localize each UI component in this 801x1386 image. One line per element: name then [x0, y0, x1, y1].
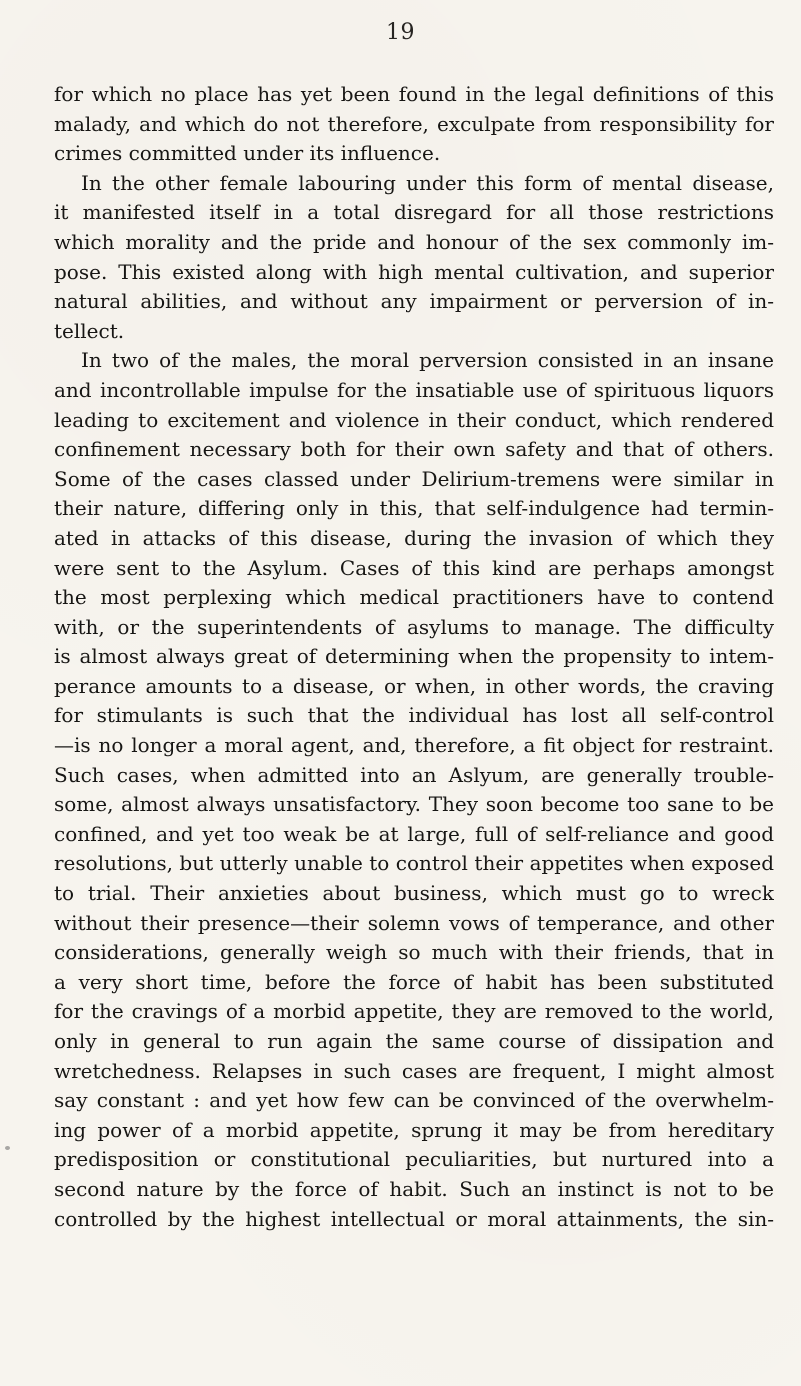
text-line: and incontrollable impulse for the insatiable use of spirituous liquors — [54, 377, 774, 402]
text-line: crimes committed under its influence. — [54, 141, 441, 166]
text-line: In two of the males, the moral perversion consisted in an insane — [81, 348, 774, 373]
text-line: second nature by the force of habit. Such an instinct is not to be — [54, 1176, 774, 1201]
text-line: only in general to run again the same course of dissipation and — [54, 1029, 774, 1053]
text-line: is almost always great of determining when the propensity to intem- — [54, 644, 774, 669]
text-line: confinement necessary both for their own safety and that of others. — [54, 437, 774, 462]
body-text — [54, 80, 774, 1234]
text-line: leading to excitement and violence in their conduct, which rendered — [54, 407, 774, 432]
text-line: tellect. — [54, 318, 125, 343]
text-line: some, almost always unsatisfactory. They soon become too sane to be — [54, 792, 774, 817]
text-line: Such cases, when admitted into an Aslyum, are generally trouble- — [54, 762, 774, 787]
text-line: were sent to the Asylum. Cases of this kind are perhaps amongst — [54, 555, 774, 580]
page-number: 19 — [386, 20, 415, 45]
text-line: ing power of a morbid appetite, sprung it may be from hereditary — [54, 1117, 774, 1142]
text-line: pose. This existed along with high mental cultivation, and superior — [54, 259, 774, 284]
text-line: considerations, generally weigh so much with their friends, that in — [54, 940, 774, 965]
text-line: ated in attacks of this disease, during the invasion of which they — [54, 525, 774, 550]
text-line: malady, and which do not therefore, exculpate from responsibility for — [54, 111, 774, 136]
text-line: to trial. Their anxieties about business, which must go to wreck — [54, 881, 774, 906]
text-line: which morality and the pride and honour of the sex commonly im- — [54, 229, 774, 254]
text-line: say constant : and yet how few can be convinced of the overwhelm- — [54, 1088, 774, 1113]
text-line: for the cravings of a morbid appetite, they are removed to the world, — [54, 999, 774, 1024]
text-line: controlled by the highest intellectual or moral attainments, the sin- — [54, 1206, 774, 1231]
text-line: wretchedness. Relapses in such cases are frequent, I might almost — [54, 1058, 774, 1083]
text-line: for which no place has yet been found in the legal definitions of this — [54, 82, 774, 106]
paper-mark — [5, 1146, 10, 1150]
text-line: confined, and yet too weak be at large, full of self-reliance and good — [54, 821, 774, 846]
text-line: Some of the cases classed under Delirium-tremens were similar in — [54, 466, 774, 491]
text-line: natural abilities, and without any impairment or perversion of in- — [54, 289, 774, 314]
text-line: perance amounts to a disease, or when, in other words, the craving — [54, 673, 774, 698]
text-line: with, or the superintendents of asylums to manage. The difficulty — [54, 614, 774, 639]
text-line: a very short time, before the force of habit has been substituted — [54, 969, 774, 994]
text-line: In the other female labouring under this form of mental disease, — [81, 170, 774, 195]
text-line: resolutions, but utterly unable to control their appetites when exposed — [54, 851, 774, 876]
text-line: their nature, differing only in this, that self-indulgence had termin- — [54, 496, 774, 521]
text-line: without their presence—their solemn vows of temperance, and other — [54, 910, 774, 935]
text-line: —is no longer a moral agent, and, therefore, a fit object for restraint. — [54, 733, 774, 758]
text-line: for stimulants is such that the individual has lost all self-control — [54, 703, 774, 728]
text-line: it manifested itself in a total disregard for all those restrictions — [54, 200, 774, 225]
text-line: the most perplexing which medical practitioners have to contend — [54, 585, 774, 610]
text-line: predisposition or constitutional peculiarities, but nurtured into a — [54, 1147, 774, 1172]
